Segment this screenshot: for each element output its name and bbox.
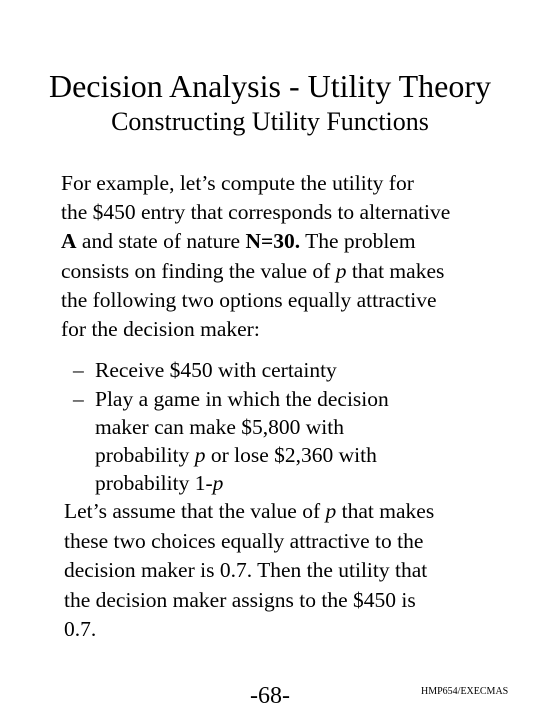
option-game-line-3: [95, 441, 533, 469]
intro-line-2: the $450 entry that corresponds to alternative: [61, 200, 451, 225]
alternative-a-label: A: [61, 229, 77, 254]
option-game-line-3-post: or lose $2,360 with: [205, 443, 377, 467]
conclusion-paragraph: [64, 497, 534, 645]
intro-line-4-pre: consists on finding the value of: [61, 258, 336, 283]
option-certainty-text: Receive $450 with certainty: [95, 358, 337, 382]
option-game-line-2: maker can make $5,800 with: [95, 415, 344, 439]
intro-paragraph: [61, 169, 531, 344]
option-game: [73, 385, 533, 497]
intro-line-3-middle: and state of nature: [76, 229, 246, 254]
conclusion-line-1: [64, 497, 534, 527]
variable-p: p: [325, 499, 337, 523]
slide-title: Decision Analysis - Utility Theory: [48, 68, 492, 104]
bullet-dash: –: [73, 387, 84, 411]
intro-line-6: for the decision maker:: [61, 317, 260, 342]
intro-line-3-end: The problem: [300, 229, 416, 254]
option-game-line-4-pre: probability 1-: [95, 471, 213, 495]
conclusion-line-4: the decision maker assigns to the $450 is: [64, 587, 416, 612]
variable-p: p: [335, 258, 347, 283]
page-number: -68-: [250, 683, 290, 709]
intro-line-1: For example, let’s compute the utility for: [61, 171, 414, 195]
conclusion-line-3: decision maker is 0.7. Then the utility that: [64, 558, 428, 582]
conclusion-line-1-post: that makes: [336, 499, 435, 523]
conclusion-line-2: these two choices equally attractive to the: [64, 528, 424, 553]
conclusion-line-5: 0.7.: [64, 617, 97, 641]
bullet-dash: –: [73, 358, 84, 382]
option-game-line-1: Play a game in which the decision: [95, 387, 389, 411]
option-game-line-4: [95, 469, 533, 497]
conclusion-line-1-pre: Let’s assume that the value of: [64, 499, 326, 523]
footer-reference: HMP654/EXECMAS: [421, 686, 509, 697]
intro-line-5: the following two options equally attractive: [61, 287, 437, 312]
variable-p: p: [194, 443, 206, 467]
state-of-nature-label: N=30.: [245, 229, 301, 254]
slide-subtitle: Constructing Utility Functions: [111, 107, 429, 136]
options-list: [73, 356, 533, 498]
intro-line-3: [61, 227, 531, 256]
variable-p: p: [212, 471, 224, 495]
option-game-line-3-pre: probability: [95, 443, 195, 467]
intro-line-4: [61, 257, 531, 286]
option-certainty: [73, 356, 533, 384]
intro-line-4-post: that makes: [346, 258, 445, 283]
